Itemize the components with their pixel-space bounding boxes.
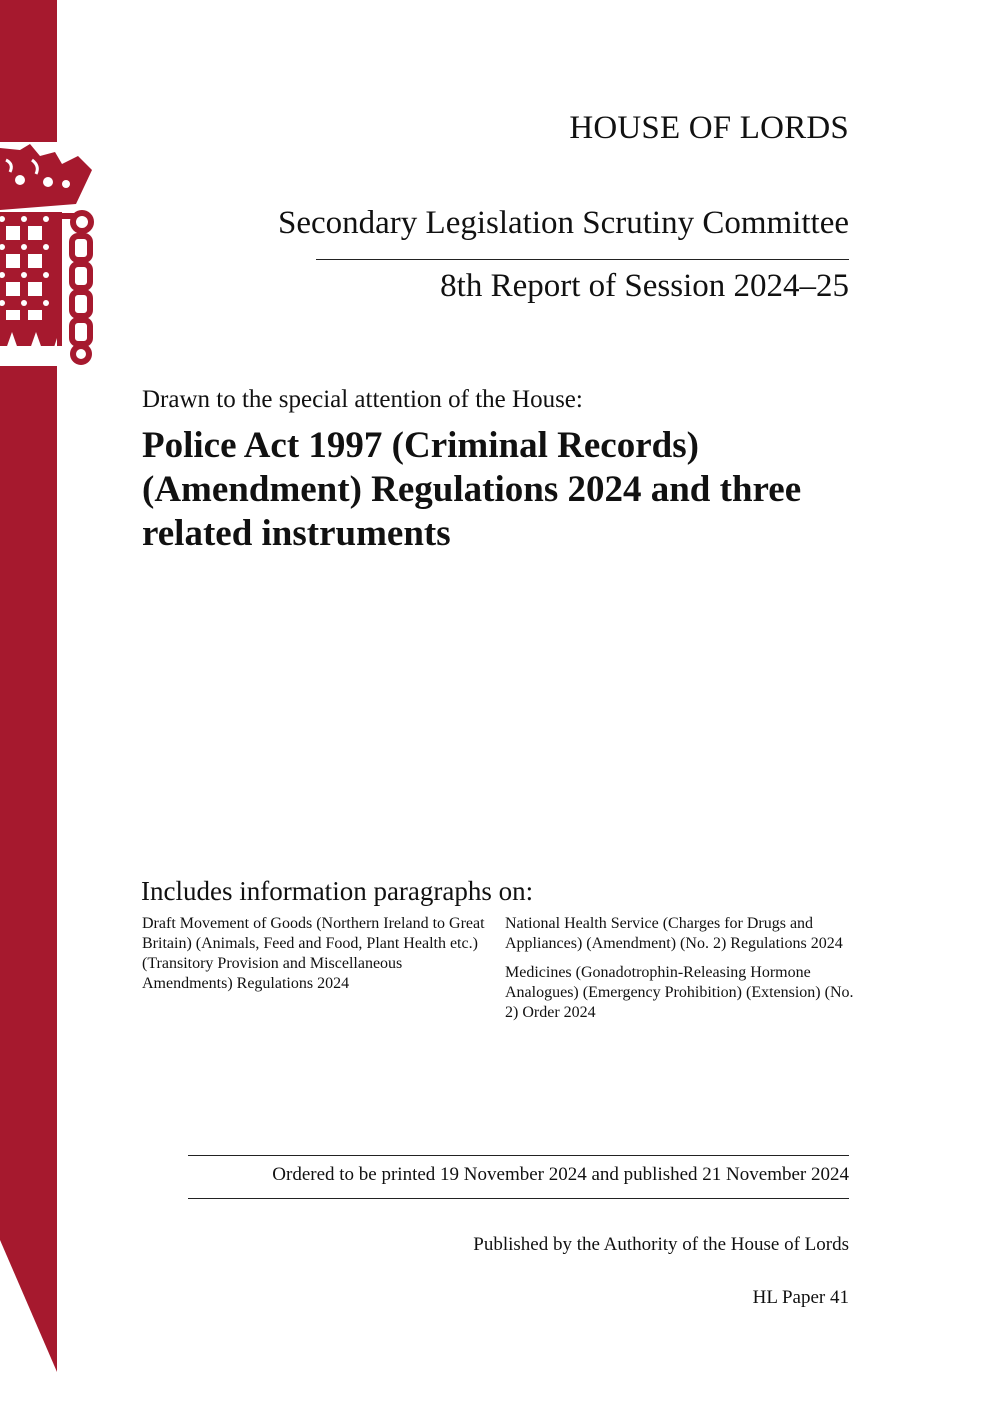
information-list-right [505, 914, 855, 1032]
house-name: HOUSE OF LORDS [569, 110, 849, 146]
report-title: Police Act 1997 (Criminal Records) (Amendment) Regulations 2024 and three related instruments [142, 425, 802, 554]
publisher-text: Published by the Authority of the House of Lords [473, 1234, 849, 1255]
committee-name: Secondary Legislation Scrutiny Committee [278, 205, 849, 241]
accent-bar-bottom [0, 366, 57, 1376]
information-item: Draft Movement of Goods (Northern Ireland to Great Britain) (Animals, Feed and Food, Plant Health etc.) (Transitory Provision and Miscellaneous Amendments) Regulations 2024 [142, 915, 485, 992]
portcullis-crest-icon [0, 142, 100, 366]
divider [316, 259, 849, 260]
information-heading: Includes information paragraphs on: [141, 876, 534, 906]
accent-bar-top [0, 0, 57, 142]
information-item: National Health Service (Charges for Drugs and Appliances) (Amendment) (No. 2) Regulations 2024 [505, 915, 843, 952]
divider [188, 1198, 849, 1199]
report-session: 8th Report of Session 2024–25 [440, 268, 849, 304]
divider [188, 1155, 849, 1156]
information-list-left [142, 914, 492, 1003]
intro-text: Drawn to the special attention of the House: [142, 386, 583, 413]
ordered-printed-text: Ordered to be printed 19 November 2024 and published 21 November 2024 [272, 1164, 849, 1185]
information-item: Medicines (Gonadotrophin-Releasing Hormone Analogues) (Emergency Prohibition) (Extension) (No. 2) Order 2024 [505, 964, 854, 1021]
paper-number: HL Paper 41 [752, 1287, 849, 1308]
